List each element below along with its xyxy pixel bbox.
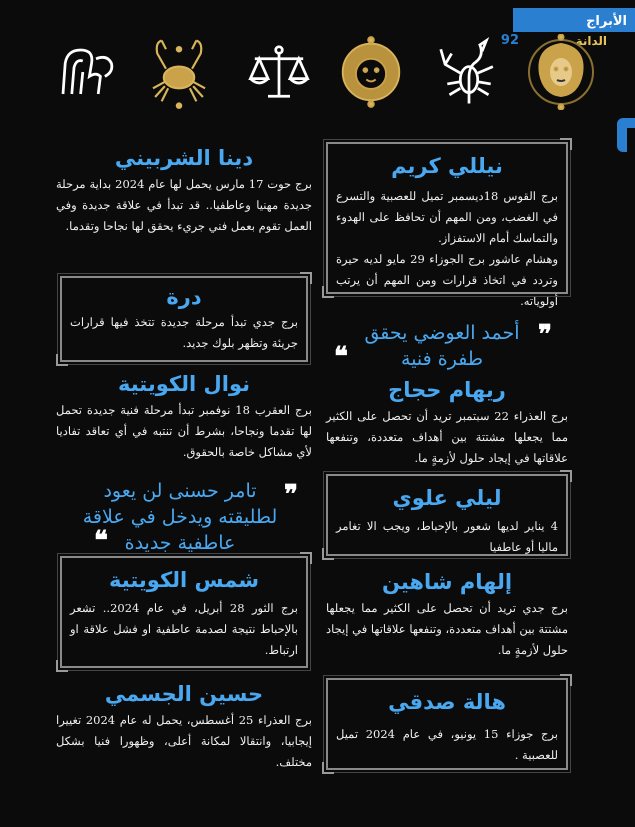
horoscope-entry-nawal-el-kuwaitia (56, 370, 312, 463)
horoscope-card-nelly-karim (326, 142, 568, 308)
horoscope-text: برج جوزاء 15 يونيو، في عام 2024 تميل للعصبية . (336, 727, 558, 762)
horoscope-text: برج العذراء 25 أغسطس، يحمل له عام 2024 تغييرا إيجابيا، وانتقالا لمكانة أعلى، وظهورا فنيا بشكل مختلف. (56, 713, 312, 769)
horoscope-text: 4 يناير لديها شعور بالإحباط، ويجب الا تغامر ماليا أو عاطفيا (336, 519, 558, 554)
celebrity-name: نيللي كريم (391, 154, 503, 178)
horoscope-entry-elham-shaheen (326, 568, 568, 661)
horoscope-text: برج جدي تبدأ مرحلة جديدة تتخذ فيها قرارات جريئة وتظهر بلوك جديد. (70, 315, 298, 350)
celebrity-name: شمس الكويتية (109, 568, 259, 592)
celebrity-name: نوال الكويتية (117, 372, 250, 396)
horoscope-entry-dina-el-sherbiny (56, 144, 312, 237)
celebrity-name: ريهام حجاج (388, 378, 506, 402)
horoscope-card-dorra (60, 276, 308, 362)
aquarius-icon (52, 34, 118, 110)
magazine-logo: الدانة (575, 34, 607, 48)
celebrity-name: دينا الشربيني (114, 146, 254, 170)
celebrity-name: هالة صدقي (388, 690, 506, 714)
celebrity-name: إلهام شاهين (381, 570, 513, 594)
horoscope-text: برج جدي تريد أن تحصل على الكثير مما يجعلها مشتتة بين أهداف متعددة، وتنفعها علاقاتها في إيجاد حلول لأزمةٍ ما. (326, 601, 568, 657)
horoscope-card-hala-sedki (326, 678, 568, 770)
quote-close-icon: ❝ (94, 526, 108, 556)
horoscope-text: برج العقرب 18 نوفمبر تبدأ مرحلة فنية جديدة تحمل لها تقدما ونجاحا، بشرط أن تنتبه في أي تعاقد تفاديا لأي مشاكل خاصة بالحقوق. (56, 403, 312, 459)
horoscope-entry-reham-hagag (326, 376, 568, 469)
horoscope-card-shams-el-kuwaitia (60, 556, 308, 668)
celebrity-name: حسين الجسمي (104, 682, 264, 706)
scorpio-icon (436, 34, 502, 110)
side-tab-marker (617, 118, 635, 152)
pull-quote-tamer-hosny: تامر حسنى لن يعود لطليقته ويدخل في علاقة عاطفية جديدة (82, 480, 278, 554)
celebrity-name: ليلي علوي (392, 486, 502, 510)
celebrity-name: درة (166, 285, 202, 309)
section-label: الأبراج (586, 14, 627, 29)
horoscope-entry-hussain-al-jassmi (56, 680, 312, 773)
horoscope-text: برج الثور 28 أبريل، في عام 2024.. تشعر بالإحباط نتيجة لصدمة عاطفية او فشل علاقة او ارتباط. (70, 601, 298, 657)
pull-quote-ahmed-el-awady: أحمد العوضي يحقق طفرة فنية (364, 322, 520, 370)
quote-open-icon: ❞ (284, 480, 298, 510)
quote-open-icon: ❞ (538, 320, 552, 350)
cancer-icon (146, 34, 212, 110)
virgo-icon (526, 34, 596, 110)
page-number: 92 (500, 33, 519, 48)
horoscope-text: برج القوس 18ديسمبر تميل للعصبية والتسرع في الغضب، ومن المهم أن تحافظ على الهدوء والتماسك أمام الاستفزاز. وهشام عاشور برج الجوزاء 29 مايو لديه حيرة وتردد في اتخاذ قرارات ومن المهم أن يرتب أولوياته. (336, 189, 559, 308)
horoscope-text: برج العذراء 22 سبتمبر تريد أن تحصل على الكثير مما يجعلها مشتتة بين أهداف متعددة، وتنفعها علاقاتها في إيجاد حلول لأزمةٍ ما. (326, 409, 568, 465)
horoscope-text: برج حوت 17 مارس يحمل لها عام 2024 بداية مرحلة جديدة مهنيا وعاطفيا.. قد تبدأ في علاقة جديدة وفي العمل تقوم بعمل فني جريء يحقق لها نجاحا وتقدما. (56, 177, 313, 233)
horoscope-card-laila-elwi (326, 474, 568, 556)
leo-icon (338, 34, 404, 110)
libra-icon (246, 34, 312, 110)
quote-close-icon: ❝ (334, 342, 348, 372)
